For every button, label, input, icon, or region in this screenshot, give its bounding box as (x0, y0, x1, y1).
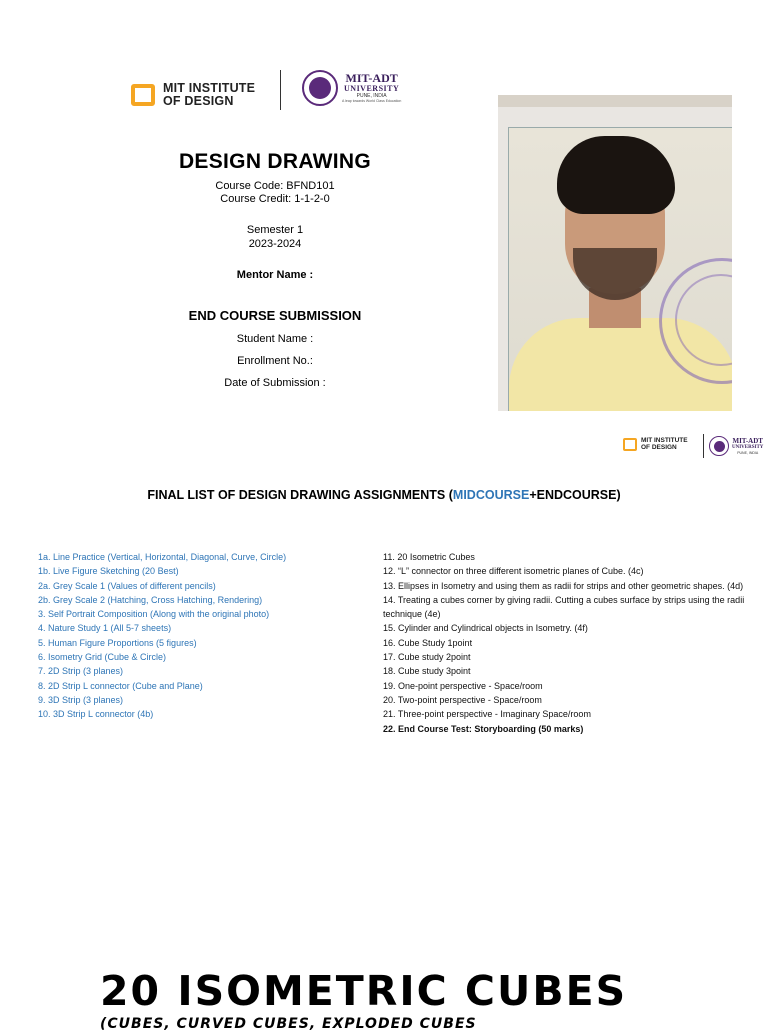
mit-adt-university-logo: MIT-ADT UNIVERSITY PUNE, INDIA A leap towards World Class Education (302, 70, 401, 106)
list-item: 15. Cylinder and Cylindrical objects in Isometry. (4f) (383, 623, 588, 634)
list-item: 9. 3D Strip (3 planes) (38, 694, 124, 705)
list-item: 8. 2D Strip L connector (Cube and Plane) (38, 680, 203, 691)
small-seal-icon (709, 436, 729, 456)
enrollment-label: Enrollment No.: (237, 355, 313, 367)
assignments-heading: FINAL LIST OF DESIGN DRAWING ASSIGNMENTS (MIDCOURSE+ENDCOURSE) (147, 488, 621, 502)
section-subheading: (CUBES, CURVED CUBES, EXPLODED CUBES (100, 1016, 477, 1032)
list-item: 18. Cube study 3point (383, 666, 471, 677)
portrait-image (508, 127, 732, 411)
list-item: 2b. Grey Scale 2 (Hatching, Cross Hatching, Rendering) (38, 594, 263, 605)
list-item: 20. Two-point perspective - Space/room (383, 694, 542, 705)
list-item: 3. Self Portrait Composition (Along with the original photo) (38, 609, 270, 620)
list-item: 14. Treating a cubes corner by giving radii. Cutting a cubes surface by strips using the radii technique (4e) (383, 594, 745, 620)
mit-adt-small-logo: MIT-ADT UNIVERSITY PUNE, INDIA (709, 436, 763, 456)
list-item: 1a. Line Practice (Vertical, Horizontal, Diagonal, Curve, Circle) (38, 552, 287, 562)
submission-date-label: Date of Submission : (224, 377, 326, 389)
course-credit: Course Credit: 1-1-2-0 (220, 193, 330, 205)
student-name-label: Student Name : (236, 333, 314, 345)
small-logo-divider (703, 434, 704, 458)
mid-small-square-icon (623, 438, 637, 451)
list-item: 5. Human Figure Proportions (5 figures) (38, 637, 197, 648)
mid-logo-text: MIT INSTITUTE OF DESIGN (163, 81, 256, 108)
mit-institute-of-design-small-logo: MIT INSTITUTE OF DESIGN (623, 437, 688, 451)
list-item: 6. Isometry Grid (Cube & Circle) (38, 652, 167, 663)
logo-divider (280, 70, 281, 110)
list-item: 4. Nature Study 1 (All 5-7 sheets) (38, 623, 172, 634)
list-item: 16. Cube Study 1point (383, 637, 473, 648)
university-seal-icon (302, 70, 338, 106)
section-heading: 20 ISOMETRIC CUBES (100, 967, 628, 1015)
mentor-name-label: Mentor Name : (236, 269, 314, 281)
endcourse-assignment-list (383, 550, 758, 736)
course-code: Course Code: BFND101 (215, 180, 335, 192)
list-item: 10. 3D Strip L connector (4b) (38, 709, 154, 720)
list-item: 11. 20 Isometric Cubes (383, 552, 475, 562)
mid-logo-square-icon (131, 84, 155, 106)
academic-year: 2023-2024 (248, 238, 302, 250)
list-item: 17. Cube study 2point (383, 652, 471, 663)
list-item: 7. 2D Strip (3 planes) (38, 666, 124, 677)
mit-institute-of-design-logo (131, 82, 255, 108)
midcourse-assignment-list (38, 550, 368, 722)
list-item: 12. “L” connector on three different isometric planes of Cube. (4c) (383, 566, 644, 577)
submission-title: END COURSE SUBMISSION (188, 308, 362, 323)
list-item: 2a. Grey Scale 1 (Values of different pencils) (38, 580, 216, 591)
list-item: 1b. Live Figure Sketching (20 Best) (38, 566, 179, 577)
list-item: 21. Three-point perspective - Imaginary Space/room (383, 709, 591, 720)
photo-header-strip (498, 95, 732, 107)
document-title: DESIGN DRAWING (178, 150, 372, 173)
semester: Semester 1 (246, 224, 304, 236)
student-photo (498, 95, 732, 411)
list-item: 19. One-point perspective - Space/room (383, 680, 543, 691)
list-item-final-test: 22. End Course Test: Storyboarding (50 marks) (383, 723, 584, 734)
list-item: 13. Ellipses in Isometry and using them as radii for strips and other geometric shapes. (4d) (383, 580, 744, 591)
